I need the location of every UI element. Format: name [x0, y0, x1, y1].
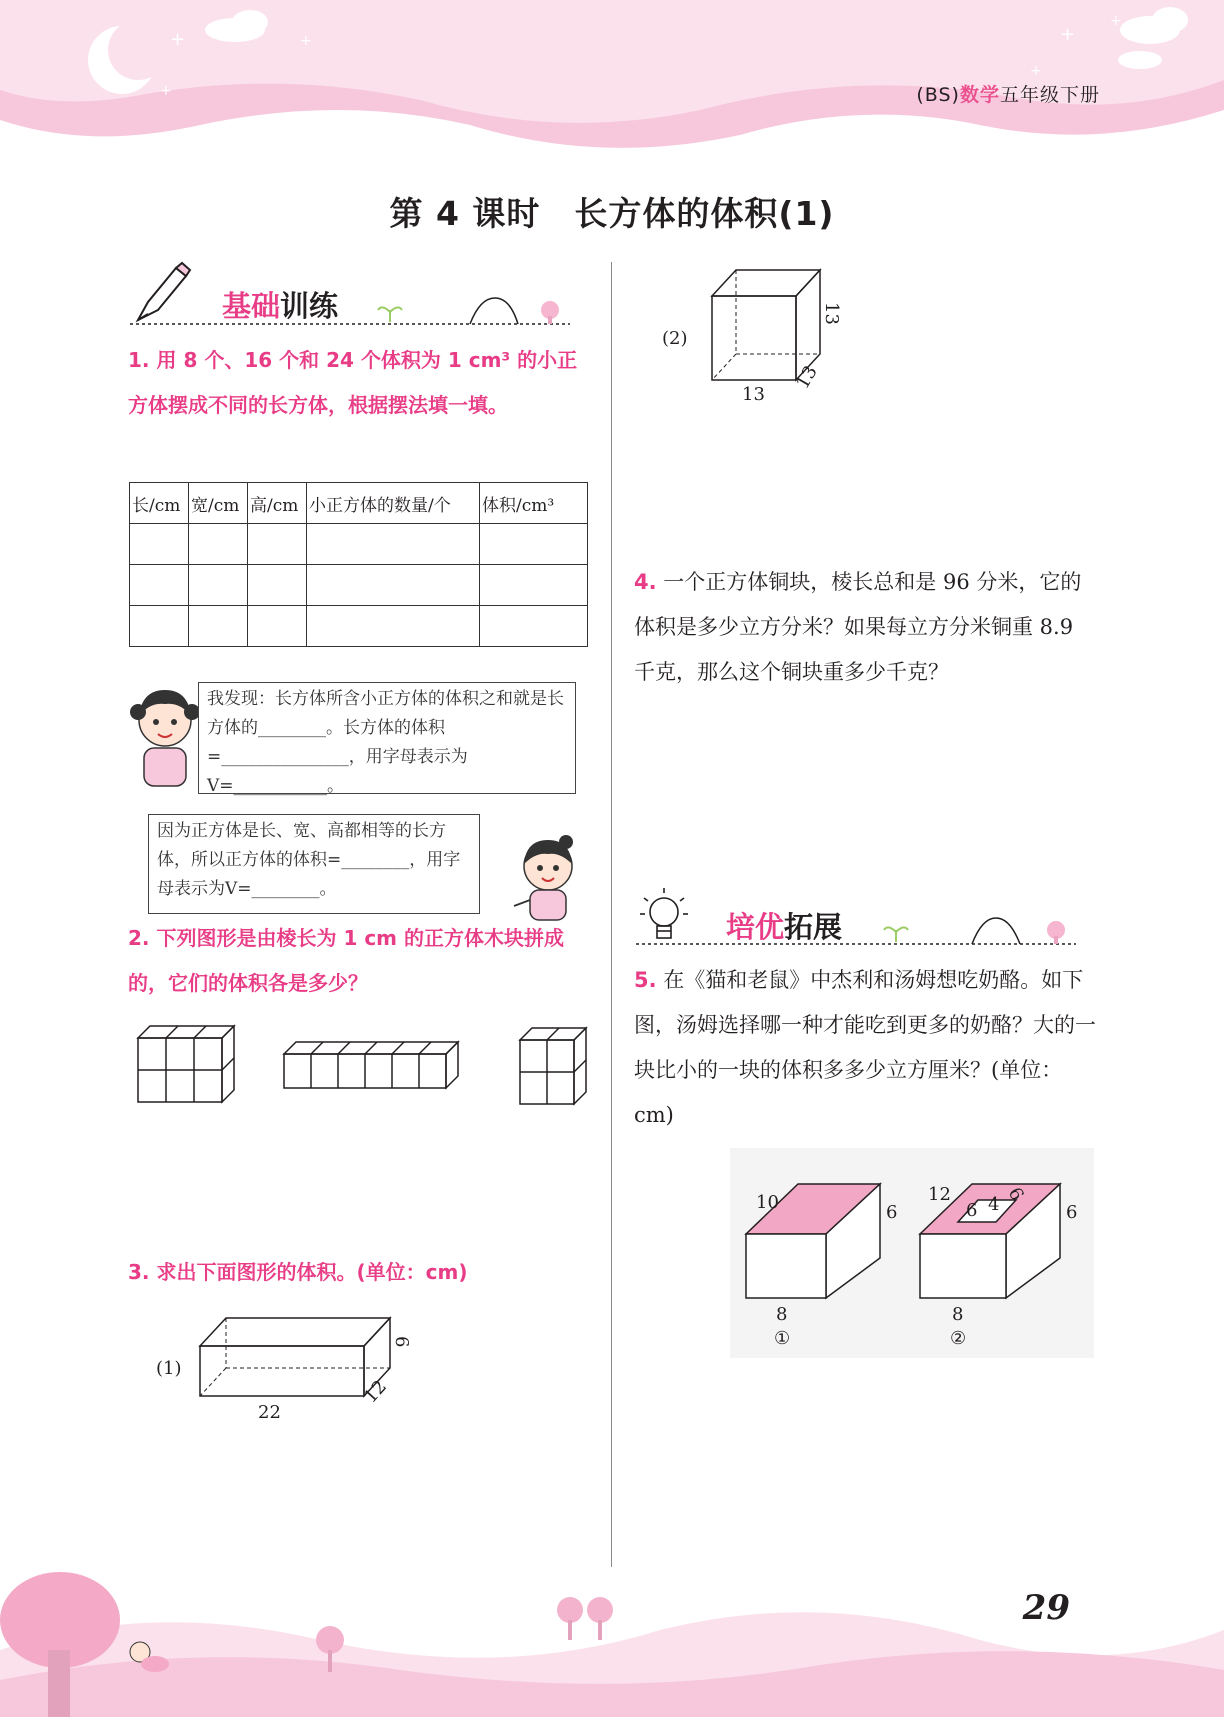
svg-text:+: +	[1060, 24, 1076, 45]
svg-text:+: +	[300, 33, 312, 49]
section-advanced-title	[726, 905, 842, 946]
lightbulb-icon	[640, 888, 688, 938]
section-basic-title-black: 训练	[280, 289, 339, 323]
table-cell[interactable]	[248, 565, 307, 606]
section-advanced-decoration	[636, 884, 1076, 952]
cheese-1-top: 10	[756, 1192, 779, 1213]
pencil-icon	[138, 263, 190, 320]
section-basic-title	[222, 284, 338, 325]
table-cell[interactable]	[480, 524, 588, 565]
speech-bubble-1: 我发现：长方体所含小正方体的体积之和就是长方体的________。长方体的体积=_______________，用字母表示为V=___________。	[198, 682, 576, 794]
cheese-2-hole-a: 6	[966, 1200, 978, 1221]
table-cell[interactable]	[189, 524, 248, 565]
sprout-icon	[378, 307, 402, 322]
cheese-1-side: 6	[886, 1202, 898, 1223]
header-prefix: (BS)	[916, 84, 960, 106]
q5-cheese-figure	[730, 1148, 1094, 1358]
question-4	[634, 560, 1100, 695]
table-cell[interactable]	[130, 524, 189, 565]
question-2-text: 下列图形是由棱长为 1 cm 的正方体木块拼成的，它们的体积各是多少？	[128, 926, 564, 995]
speech-bubble-2: 因为正方体是长、宽、高都相等的长方体，所以正方体的体积=________，用字母表示为V=________。	[148, 814, 480, 914]
girl-avatar-icon	[130, 672, 200, 792]
table-cell[interactable]	[307, 606, 480, 647]
girl-pointing-icon	[508, 828, 588, 928]
table-cell[interactable]	[480, 565, 588, 606]
table-header-cell: 小正方体的数量/个	[307, 483, 480, 524]
svg-text:+: +	[1030, 63, 1042, 79]
figure-1-height: 6	[391, 1336, 412, 1348]
q2-figure-c	[518, 1026, 588, 1106]
svg-text:+: +	[1110, 13, 1122, 29]
tree-icon	[1047, 921, 1065, 944]
figure-1-length: 22	[258, 1402, 281, 1423]
section-basic-title-pink: 基础	[222, 289, 281, 323]
table-cell[interactable]	[189, 565, 248, 606]
section-advanced-title-black: 拓展	[784, 910, 843, 944]
cheese-2-label: ②	[950, 1328, 967, 1349]
footer-decoration	[0, 1560, 1224, 1717]
section-advanced-title-pink: 培优	[726, 910, 785, 944]
lesson-title: 第 4 课时 长方体的体积(1)	[389, 194, 835, 233]
question-2	[128, 916, 588, 1006]
table-header-cell: 高/cm	[248, 483, 307, 524]
question-1	[128, 338, 588, 428]
sprout-icon	[884, 927, 908, 942]
question-3-number: 3.	[128, 1260, 150, 1284]
table-cell[interactable]	[189, 606, 248, 647]
figure-2-height: 13	[821, 302, 842, 325]
q1-table	[129, 482, 588, 647]
header-decoration	[0, 0, 1224, 150]
question-1-text: 用 8 个、16 个和 24 个体积为 1 cm³ 的小正方体摆成不同的长方体，根据摆法填一填。	[128, 348, 578, 417]
question-3-text: 求出下面图形的体积。(单位：cm)	[156, 1260, 468, 1284]
question-4-number: 4.	[634, 570, 657, 594]
book-header	[916, 80, 1100, 107]
table-cell[interactable]	[307, 524, 480, 565]
table-header-cell: 宽/cm	[189, 483, 248, 524]
question-2-number: 2.	[128, 926, 150, 950]
figure-2-label: (2)	[662, 328, 688, 349]
question-3	[128, 1250, 588, 1295]
table-cell[interactable]	[248, 606, 307, 647]
figure-1-label: (1)	[156, 1358, 182, 1379]
cheese-2-hole-b: 4	[988, 1194, 1000, 1215]
q3-figure-1	[150, 1310, 412, 1430]
q2-figure-a	[136, 1024, 236, 1104]
table-row	[130, 606, 588, 647]
cheese-1-bottom: 8	[776, 1304, 788, 1325]
table-row	[130, 524, 588, 565]
question-1-number: 1.	[128, 348, 150, 372]
table-header-row	[130, 483, 588, 524]
header-subject: 数学	[959, 84, 1000, 106]
table-header-cell: 长/cm	[130, 483, 189, 524]
table-row	[130, 565, 588, 606]
svg-text:+: +	[170, 29, 186, 50]
cheese-2-hole-c: 6	[1003, 1184, 1028, 1205]
figure-2-length: 13	[742, 384, 765, 405]
section-basic-decoration	[130, 258, 570, 330]
question-5	[634, 958, 1100, 1138]
svg-text:+: +	[160, 83, 172, 99]
q2-figure-b	[282, 1040, 462, 1090]
table-header-cell: 体积/cm³	[480, 483, 588, 524]
cheese-2-bottom: 8	[952, 1304, 964, 1325]
table-cell[interactable]	[248, 524, 307, 565]
figure-2-width: 13	[792, 362, 822, 393]
question-5-text: 在《猫和老鼠》中杰利和汤姆想吃奶酪。如下图，汤姆选择哪一种才能吃到更多的奶酪？大的一块比小的一块的体积多多少立方厘米？(单位：cm)	[634, 968, 1096, 1127]
question-5-number: 5.	[634, 968, 657, 992]
question-4-text: 一个正方体铜块，棱长总和是 96 分米，它的体积是多少立方分米？如果每立方分米铜重 8.9 千克，那么这个铜块重多少千克？	[634, 570, 1082, 684]
page-number: 29	[1022, 1588, 1070, 1628]
table-cell[interactable]	[480, 606, 588, 647]
cheese-1-label: ①	[774, 1328, 791, 1349]
table-cell[interactable]	[130, 606, 189, 647]
table-cell[interactable]	[307, 565, 480, 606]
table-cell[interactable]	[130, 565, 189, 606]
cheese-2-side: 6	[1066, 1202, 1078, 1223]
figure-1-width: 12	[360, 1376, 392, 1408]
tree-icon	[541, 301, 559, 324]
cheese-2-top: 12	[928, 1184, 951, 1205]
header-grade: 五年级下册	[999, 84, 1100, 106]
column-divider	[611, 262, 612, 1567]
q3-figure-2	[656, 262, 856, 412]
